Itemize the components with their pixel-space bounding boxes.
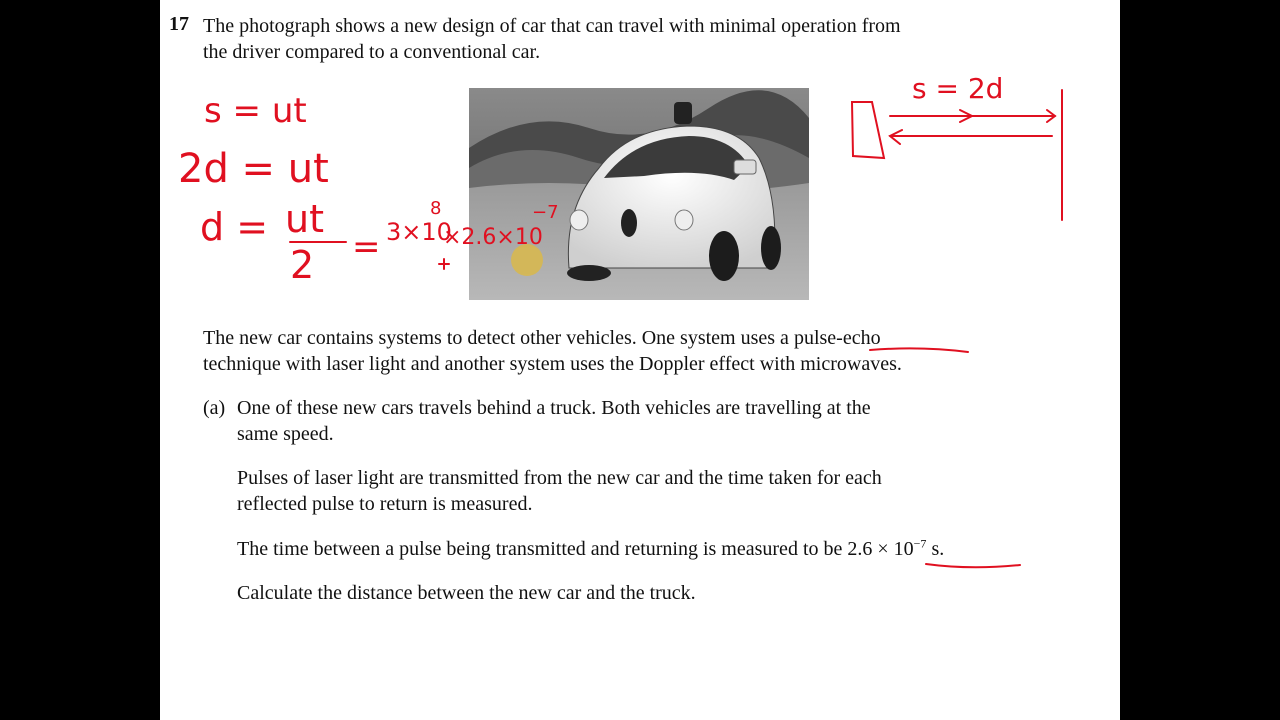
part-a-pulses-line-1: Pulses of laser light are transmitted from the new car and the time taken for each — [237, 467, 882, 489]
equation-d-lhs: d = — [200, 205, 269, 249]
time-unit: s. — [926, 538, 945, 560]
paragraph-2-line-1: The new car contains systems to detect other vehicles. One system uses a pulse-echo — [203, 327, 881, 349]
intro-line-2: the driver compared to a conventional car. — [203, 41, 541, 63]
diagram-label-s-2d: s = 2d — [912, 72, 1004, 105]
intro-line-1: The photograph shows a new design of car that can travel with minimal operation from — [203, 15, 901, 37]
handwritten-annotations — [160, 0, 1120, 720]
substitution-exponent-8: 8 — [430, 198, 442, 219]
document-page — [160, 0, 1120, 720]
part-a-line-2: same speed. — [237, 423, 334, 445]
question-number: 17 — [169, 13, 189, 35]
car-box-sketch — [852, 102, 884, 158]
substitution-exponent-minus7: −7 — [532, 202, 559, 223]
equation-s-ut: s = ut — [204, 91, 307, 131]
part-a-pulses-line-2: reflected pulse to return is measured. — [237, 493, 533, 515]
part-a-instruction: Calculate the distance between the new car and the truck. — [237, 582, 696, 604]
substitution-3x10: 3×10 — [386, 218, 452, 246]
equation-d-numerator: ut — [285, 197, 324, 241]
substitution-middle: ×2.6×10 — [443, 225, 543, 250]
underline-time-value — [926, 564, 1020, 567]
equation-2d-ut: 2d = ut — [178, 146, 329, 192]
part-a-line-1: One of these new cars travels behind a truck. Both vehicles are travelling at the — [237, 397, 871, 419]
underline-pulse-echo — [870, 348, 968, 352]
equation-d-denominator: 2 — [290, 243, 315, 287]
time-exponent: −7 — [913, 536, 927, 551]
paragraph-2-line-2: technique with laser light and another system uses the Doppler effect with microwaves. — [203, 353, 902, 375]
part-a-label: (a) — [203, 397, 226, 419]
time-text: The time between a pulse being transmitted and returning is measured to be 2.6 × 10 — [237, 538, 914, 560]
equation-equals: = — [352, 227, 381, 267]
